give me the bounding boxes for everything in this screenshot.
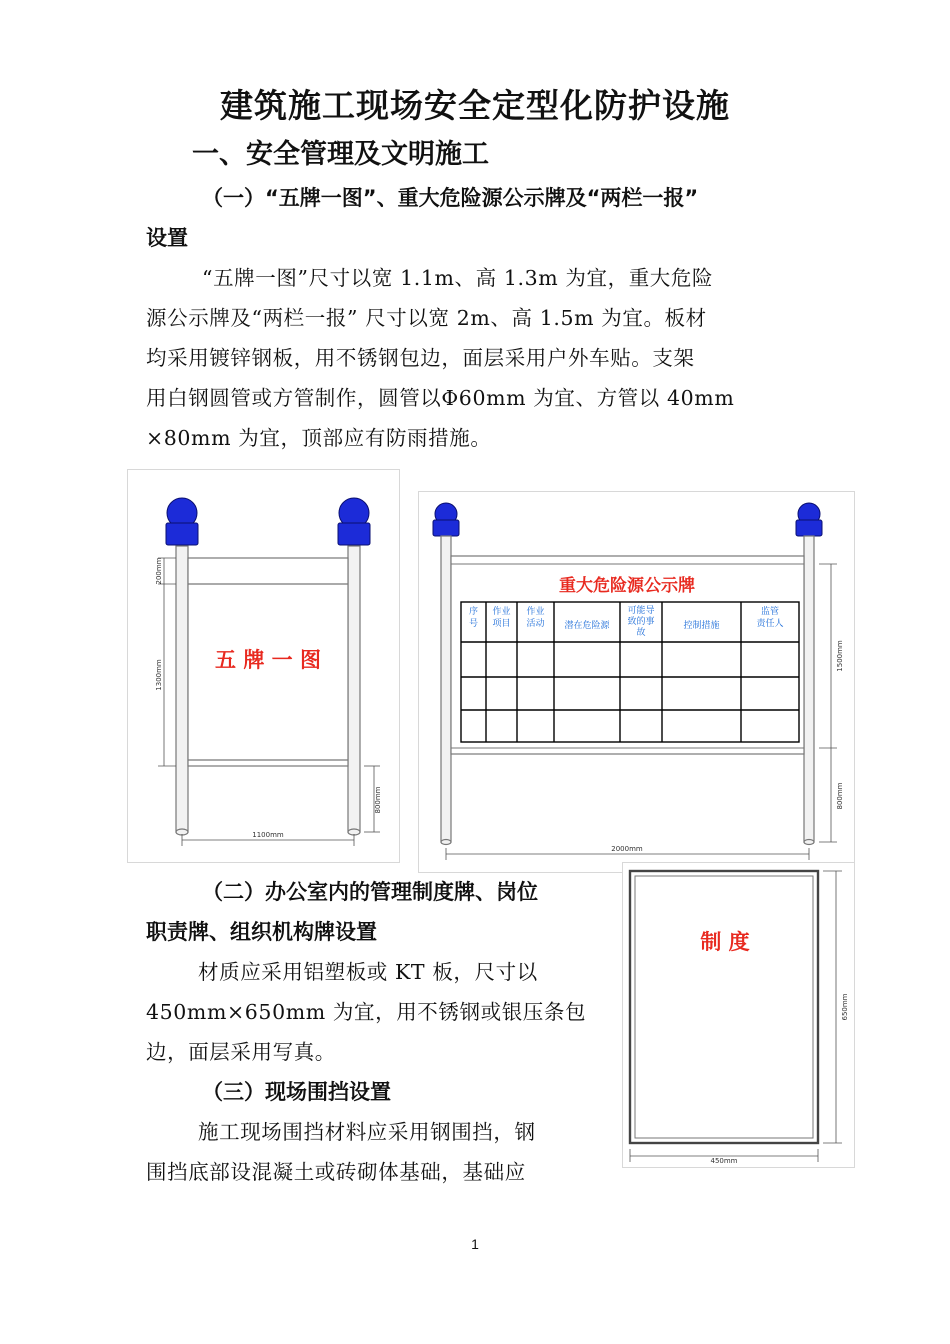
dim-leg: 800mm (374, 786, 382, 814)
table-header: 作业 (492, 607, 511, 617)
subsection-heading-1-cont: 设置 (146, 226, 188, 250)
dim-height: 1300mm (155, 659, 163, 691)
table-header: 作业 (526, 607, 545, 617)
subsection-heading-3: （三）现场围挡设置 (202, 1080, 391, 1104)
table-header: 故 (636, 628, 646, 638)
dim-height: 650mm (841, 993, 849, 1021)
hazard-board-title: 重大危险源公示牌 (559, 576, 695, 596)
table-header: 活动 (526, 619, 545, 629)
figure-five-boards (127, 469, 400, 863)
paragraph-3 (146, 1112, 616, 1192)
table-header: 号 (468, 619, 479, 629)
page-number: 1 (471, 1236, 479, 1252)
dim-leg: 800mm (836, 782, 844, 810)
paragraph-2 (146, 952, 616, 1072)
paragraph-3-line: 施工现场围挡材料应采用钢围挡，钢 (198, 1120, 536, 1144)
paragraph-1-line: ×80mm 为宜，顶部应有防雨措施。 (146, 426, 492, 450)
table-header: 序 (468, 607, 479, 617)
table-header: 项目 (492, 619, 511, 629)
table-header: 责任人 (756, 619, 784, 629)
rules-board-label: 制 度 (700, 930, 750, 954)
paragraph-1-line: “五牌一图”尺寸以宽 1.1m、高 1.3m 为宜，重大危险 (202, 266, 714, 290)
table-header: 监管 (760, 607, 780, 617)
dim-width: 450mm (710, 1157, 738, 1165)
document-title: 建筑施工现场安全定型化防护设施 (220, 86, 730, 125)
dim-height: 1500mm (836, 640, 844, 672)
section-heading-1: 一、安全管理及文明施工 (192, 139, 489, 170)
table-header: 潜在危险源 (564, 621, 610, 631)
figure-rules-board (622, 862, 855, 1168)
paragraph-1 (146, 258, 846, 458)
table-header: 可能导 (627, 606, 655, 616)
paragraph-2-line: 材质应采用铝塑板或 KT 板，尺寸以 (198, 960, 538, 984)
board-label: 五 牌 一 图 (215, 648, 321, 672)
paragraph-1-line: 用白钢圆管或方管制作，圆管以Φ60mm 为宜、方管以 40mm (146, 386, 735, 410)
figure-hazard-board (418, 491, 855, 873)
dim-top: 200mm (155, 557, 163, 585)
paragraph-1-line: 源公示牌及“两栏一报” 尺寸以宽 2m、高 1.5m 为宜。板材 (146, 306, 707, 330)
dim-width: 1100mm (252, 831, 284, 839)
table-header: 致的事 (627, 617, 655, 627)
table-header: 控制措施 (683, 621, 720, 631)
subsection-heading-2-cont: 职责牌、组织机构牌设置 (146, 920, 377, 944)
dim-width: 2000mm (611, 845, 643, 853)
subsection-heading-2: （二）办公室内的管理制度牌、岗位 (202, 880, 538, 904)
paragraph-1-line: 均采用镀锌钢板，用不锈钢包边，面层采用户外车贴。支架 (146, 346, 695, 370)
paragraph-2-line: 450mm×650mm 为宜，用不锈钢或银压条包 (146, 1000, 587, 1024)
paragraph-2-line: 边，面层采用写真。 (146, 1040, 336, 1064)
paragraph-3-line: 围挡底部设混凝土或砖砌体基础，基础应 (146, 1160, 526, 1184)
subsection-heading-1: （一）“五牌一图”、重大危险源公示牌及“两栏一报” (202, 186, 699, 210)
